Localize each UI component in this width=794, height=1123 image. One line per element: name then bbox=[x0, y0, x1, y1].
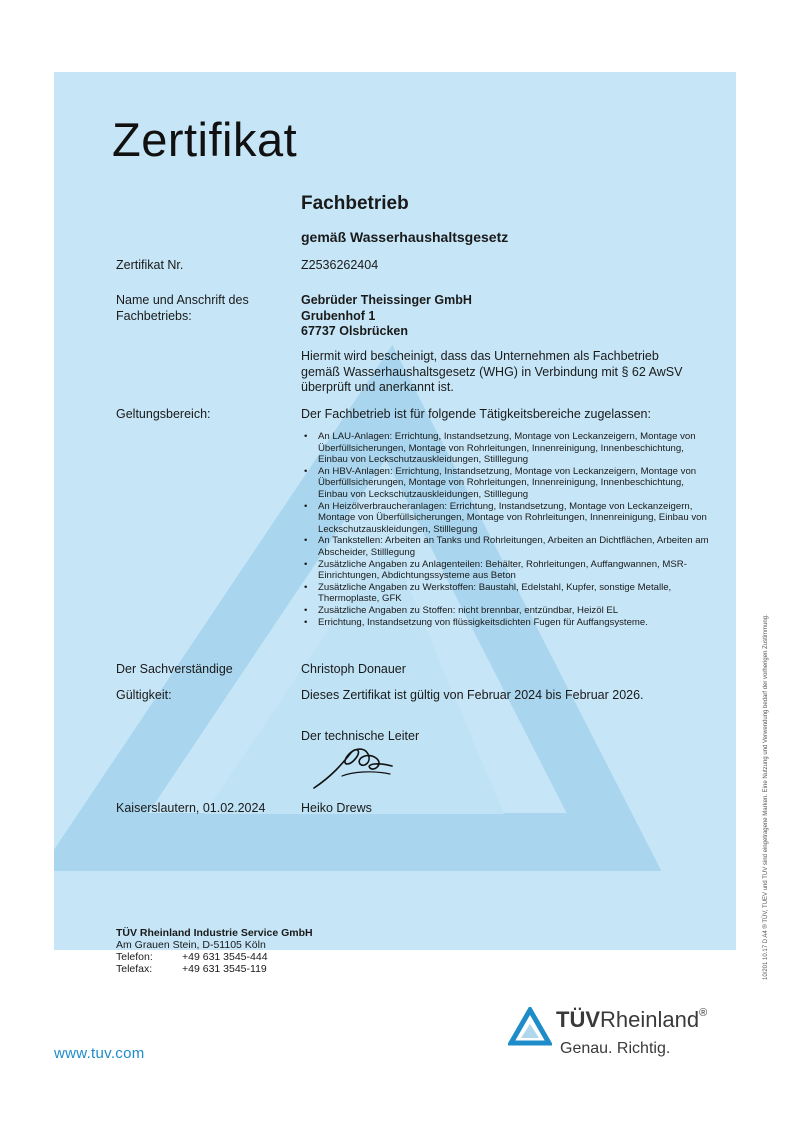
company-street: Grubenhof 1 bbox=[301, 308, 376, 323]
scope-label: Geltungsbereich: bbox=[116, 407, 211, 421]
technical-lead-label: Der technische Leiter bbox=[301, 729, 420, 743]
certificate-title: Zertifikat bbox=[112, 113, 298, 166]
scope-item: • Errichtung, Instandsetzung von flüssigkeitsdichten Fugen für Auffangsysteme. bbox=[304, 617, 714, 629]
company-label-line1: Name und Anschrift des bbox=[116, 293, 249, 307]
footer-phone-row bbox=[116, 951, 313, 963]
scope-item: • An LAU-Anlagen: Errichtung, Instandsetzung, Montage von Leckanzeigern, Montage von Überfüllsicherungen, Montage von Rohrleitungen, Innenreinigung, Innenbeschichtung, Einbau von Leckschutzauskleidungen, Stilllegung bbox=[304, 431, 714, 466]
logo-brand-rest: Rheinland bbox=[600, 1007, 700, 1032]
website-link[interactable]: www.tuv.com bbox=[54, 1045, 145, 1062]
logo-registered-mark: ® bbox=[699, 1007, 708, 1019]
scope-item: • An HBV-Anlagen: Errichtung, Instandsetzung, Montage von Leckanzeigern, Montage von Überfüllsicherungen, Montage von Rohrleitungen, Innenreinigung, Innenbeschichtung, Einbau von Leckschutzauskleidungen, Stilllegung bbox=[304, 466, 714, 501]
certificate-number: Z2536262404 bbox=[301, 258, 379, 272]
footer-phone: +49 631 3545-444 bbox=[182, 951, 268, 963]
company-label-line2: Fachbetriebs: bbox=[116, 308, 192, 323]
scope-item: • Zusätzliche Angaben zu Werkstoffen: Baustahl, Edelstahl, Kupfer, sonstige Metalle, Thermoplaste, GFK bbox=[304, 582, 714, 605]
scope-list bbox=[304, 431, 714, 628]
scope-item: • An Heizölverbraucheranlagen: Errichtung, Instandsetzung, Montage von Leckanzeigern, Montage von Überfüllsicherungen, Montage von Rohrleitungen, Innenreinigung, Einbau von Leckschutzauskleidungen, Stilllegung bbox=[304, 501, 714, 536]
certificate-heading: Fachbetrieb bbox=[301, 193, 409, 214]
logo-brand-bold: TÜV bbox=[556, 1007, 600, 1032]
scope-item: • An Tankstellen: Arbeiten an Tanks und Rohrleitungen, Arbeiten an Dichtflächen, Arbeiten am Abscheider, Stilllegung bbox=[304, 535, 714, 558]
signature-icon bbox=[312, 744, 422, 792]
logo-wordmark bbox=[556, 1007, 707, 1033]
company-label bbox=[116, 293, 249, 324]
certificate-subheading: gemäß Wasserhaushaltsgesetz bbox=[301, 229, 509, 245]
logo-tagline: Genau. Richtig. bbox=[560, 1040, 671, 1057]
tuv-triangle-logo-icon bbox=[508, 1007, 552, 1047]
scope-item: • Zusätzliche Angaben zu Stoffen: nicht brennbar, entzündbar, Heizöl EL bbox=[304, 605, 714, 617]
company-city: 67737 Olsbrücken bbox=[301, 324, 409, 338]
footer-fax-label: Telefax: bbox=[116, 963, 153, 975]
certificate-number-label: Zertifikat Nr. bbox=[116, 258, 184, 272]
company-name: Gebrüder Theissinger GmbH bbox=[301, 293, 472, 307]
confirmation-text: Hiermit wird bescheinigt, dass das Unternehmen als Fachbetrieb gemäß Wasserhaushaltsgesetz (WHG) in Verbindung mit § 62 AwSV überprüft und anerkannt ist. bbox=[301, 349, 683, 394]
place-date: Kaiserslautern, 01.02.2024 bbox=[116, 801, 266, 815]
scope-item: • Zusätzliche Angaben zu Anlagenteilen: Behälter, Rohrleitungen, Auffangwannen, MSR-Einrichtungen, Abdichtungssysteme aus Beton bbox=[304, 559, 714, 582]
scope-intro: Der Fachbetrieb ist für folgende Tätigkeitsbereiche zugelassen: bbox=[301, 407, 651, 421]
footer-address: Am Grauen Stein, D-51105 Köln bbox=[116, 939, 266, 951]
signer-name: Heiko Drews bbox=[301, 801, 372, 815]
validity-text: Dieses Zertifikat ist gültig von Februar 2024 bis Februar 2026. bbox=[301, 688, 644, 702]
side-legal-note: 10/201 10.17 D A4 ® TÜV, TUEV und TUV sind eingetragene Marken. Eine Nutzung und Verwendung bedarf der vorherigen Zustimmung. bbox=[763, 614, 769, 980]
company-address bbox=[301, 293, 472, 340]
footer-contact bbox=[116, 927, 313, 975]
expert-label: Der Sachverständige bbox=[116, 662, 233, 676]
tuv-rheinland-logo bbox=[508, 1007, 748, 1067]
footer-fax-row bbox=[116, 963, 313, 975]
expert-name: Christoph Donauer bbox=[301, 662, 406, 676]
footer-phone-label: Telefon: bbox=[116, 951, 153, 963]
footer-org: TÜV Rheinland Industrie Service GmbH bbox=[116, 927, 313, 939]
validity-label: Gültigkeit: bbox=[116, 688, 172, 702]
footer-fax: +49 631 3545-119 bbox=[182, 963, 267, 975]
